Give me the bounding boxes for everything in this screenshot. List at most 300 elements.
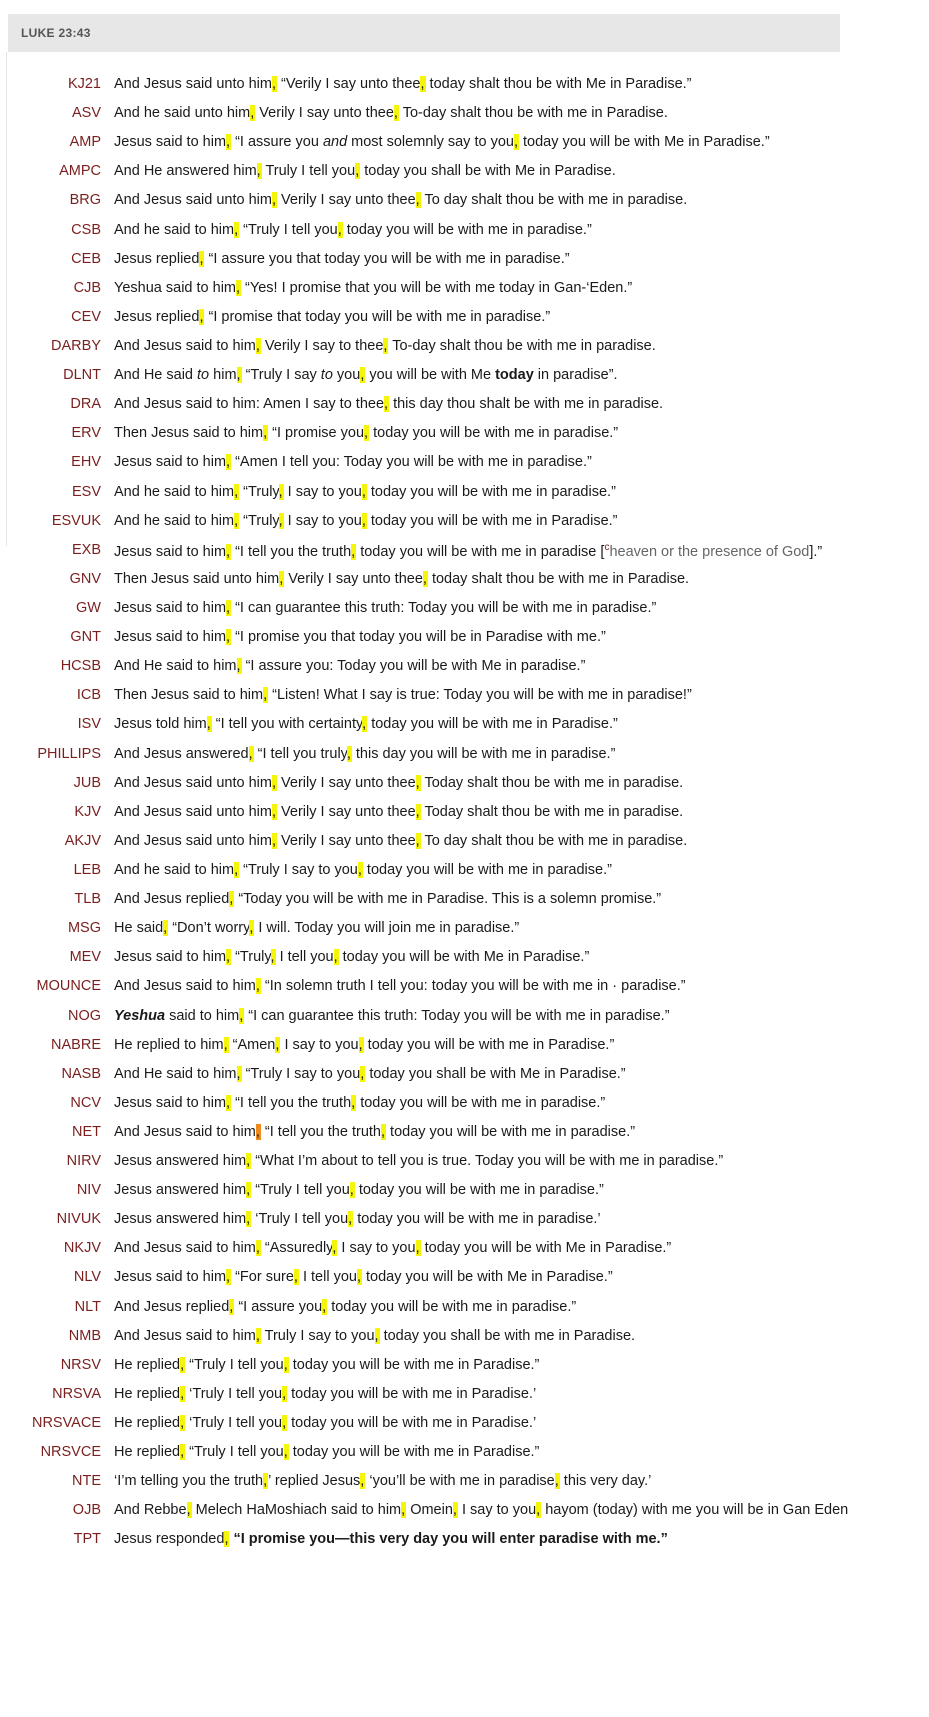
verse-text [114,804,683,820]
comma-highlight: , [351,1094,356,1111]
comma-highlight: , [452,1502,457,1519]
verse-segment: “Yes! I promise that you will be with me today in Gan-‘Eden.” [241,279,633,296]
verse-segment: “I promise you—this very day you will enter paradise with me.” [233,1531,668,1548]
translation-row [0,1263,929,1292]
verse-text [114,1240,671,1256]
verse-text [114,396,663,412]
comma-highlight: , [248,745,253,762]
comma-highlight: , [420,76,425,92]
verse-segment: Then Jesus said unto him [114,570,280,587]
verse-segment: Today shalt thou be with me in paradise. [420,774,684,791]
verse-segment: I will. Today you will join me in paradise.” [254,920,520,937]
translation-row [0,507,929,536]
verse-text [114,542,822,560]
verse-segment: “I tell you with certainty [211,716,363,733]
verse-segment: today you will be with me in paradise.” [342,221,592,238]
verse-segment: Jesus responded [114,1531,225,1548]
translation-abbr-link[interactable]: MEV [69,949,101,966]
comma-highlight: , [271,76,277,92]
comma-highlight: , [358,1036,363,1053]
comma-highlight: , [282,1415,287,1432]
verse-segment: said to him [165,1007,240,1024]
verse-segment: And Jesus said unto him [114,192,272,209]
verse-segment: “I can guarantee this truth: Today you will be with me in paradise.” [231,599,657,616]
verse-segment: ‘I’m telling you the truth [114,1473,264,1490]
translation-row [0,1525,929,1554]
translation-abbr-link[interactable]: ICB [76,687,101,704]
verse-segment: “What I’m about to tell you is true. Today you will be with me in paradise.” [251,1153,724,1170]
comma-highlight: , [226,629,231,646]
verse-text [114,163,616,179]
translation-abbr-link[interactable]: LEB [73,861,101,878]
verse-segment: “I promise you that today you will be in Paradise with me.” [231,629,606,646]
verse-segment: today shalt thou be with Me in Paradise.” [425,76,692,92]
verse-segment: in paradise”. [533,367,618,384]
verse-text [114,338,656,354]
verse-text [114,833,687,849]
footnote-link[interactable]: c [604,541,610,553]
comma-highlight: , [226,134,231,151]
verse-text [114,920,519,936]
comma-highlight: , [271,803,277,820]
verse-text [114,600,656,616]
translation-abbr-link[interactable]: NMB [68,1327,101,1344]
passage-reference: LUKE 23:43 [21,26,91,40]
verse-segment: “Amen I tell you: Today you will be with me in paradise.” [231,454,592,471]
comma-highlight: , [236,1065,241,1082]
verse-segment: today you shall be with me in Paradise. [379,1327,636,1344]
comma-highlight: , [348,1211,353,1228]
verse-text [114,716,618,732]
translation-abbr-link[interactable]: NRSVACE [31,1415,101,1432]
comma-highlight: , [226,949,231,966]
verse-text [114,1531,668,1547]
verse-segment: “I tell you truly [253,745,347,762]
translation-row [0,245,929,274]
verse-segment: today you shall be with Me in Paradise. [360,163,616,180]
comma-highlight: , [163,920,168,937]
comma-highlight: , [226,1269,231,1286]
verse-segment: “Today you will be with me in Paradise. This is a solemn promise.” [234,891,662,908]
verse-segment: today you will be with me in Paradise.” [363,1036,615,1053]
verse-segment: “Truly [239,512,279,529]
comma-highlight: , [401,1502,406,1519]
translation-abbr-link[interactable]: DRA [70,396,101,413]
translation-row [0,157,929,186]
verse-segment: and [322,134,348,151]
comma-highlight: , [229,1298,234,1315]
comma-highlight: , [226,1094,231,1111]
verse-text [114,891,661,907]
translation-abbr-link[interactable]: NRSVCE [40,1444,101,1461]
verse-segment: today you will be with me in paradise [ [356,543,605,560]
comma-highlight: , [186,1502,191,1519]
comma-highlight: , [226,454,231,471]
comma-highlight: , [255,1327,260,1344]
verse-segment: most solemnly say to you [347,134,514,151]
comma-highlight: , [332,1240,337,1257]
comma-highlight: , [361,512,366,529]
translation-row [0,652,929,681]
verse-segment: And Jesus said to him [114,1327,256,1344]
verse-segment: ‘Truly I tell you [185,1385,283,1402]
verse-segment: I say to you [283,512,362,529]
translation-row [0,1031,929,1060]
verse-segment: And he said to him [114,512,235,529]
verse-text [114,105,668,121]
verse-segment: to [197,367,210,384]
comma-highlight: , [283,1444,288,1461]
verse-segment: And Jesus answered [114,745,249,762]
translation-abbr-link[interactable]: EXB [71,541,101,558]
verse-segment: And he said unto him [114,105,251,122]
comma-highlight: , [236,367,241,384]
translation-abbr-link[interactable]: NRSVA [52,1385,101,1402]
verse-text [114,629,606,645]
verse-segment: today shalt thou be with me in Paradise. [427,570,690,587]
verse-segment: ’ replied Jesus [268,1473,361,1490]
translation-abbr-link[interactable]: PHILLIPS [37,745,101,762]
translation-abbr-link[interactable]: CEB [71,250,101,267]
verse-segment: you will be with Me [365,367,496,384]
comma-highlight: , [180,1444,185,1461]
translation-row [0,740,929,769]
comma-highlight: , [356,1269,361,1286]
translation-row [0,798,929,827]
verse-segment: He replied [114,1356,181,1373]
translation-abbr-link[interactable]: OJB [72,1502,101,1519]
translation-abbr-link[interactable]: NRSV [60,1356,101,1373]
verse-segment: this day you will be with me in paradise.” [351,745,616,762]
verse-segment: today you will be with me in Paradise.’ [287,1385,537,1402]
translation-abbr-link[interactable]: MOUNCE [36,978,101,995]
comma-highlight: , [357,861,362,878]
translation-abbr-link[interactable]: NCV [70,1094,101,1111]
verse-segment: Truly I say to you [260,1327,375,1344]
translation-abbr-link[interactable]: GW [76,599,101,616]
comma-highlight: , [360,367,365,384]
verse-text [114,1182,604,1198]
verse-segment: today you will be with me in paradise.” [386,1123,636,1140]
verse-segment: “Truly I tell you [239,221,338,238]
comma-highlight: , [415,803,420,820]
verse-text [114,1124,635,1140]
translation-row [0,769,929,798]
verse-segment: you [332,367,361,384]
verse-segment: I tell you [298,1269,357,1286]
verse-segment: Jesus said to him [114,1094,227,1111]
verse-segment: “Truly I tell you [185,1444,284,1461]
verse-segment: today you will be with me in Paradise.” [288,1444,540,1461]
translation-abbr-link[interactable]: ESVUK [51,512,101,529]
translation-row [0,1438,929,1467]
translation-abbr-link[interactable]: ERV [71,425,101,442]
translation-row [0,448,929,477]
verse-segment: I tell you [275,949,334,966]
verse-segment: “I assure you [234,1298,323,1315]
verse-segment: today you will be with Me in Paradise.” [420,1240,672,1257]
verse-text [114,949,589,965]
translation-row [0,99,929,128]
translation-row [0,827,929,856]
translation-abbr-link[interactable]: NIRV [66,1153,101,1170]
verse-segment: And he said to him [114,221,235,238]
verse-segment: “For sure [231,1269,294,1286]
verse-segment: today you will be with Me in Paradise.” [362,1269,613,1286]
verse-segment: He said [114,920,164,937]
translation-abbr-link[interactable]: ISV [77,716,101,733]
comma-highlight: , [234,221,239,238]
verse-segment: He replied to him [114,1036,224,1053]
verse-segment: “Truly I say [241,367,321,384]
comma-highlight: , [278,483,283,500]
verse-text [114,1473,651,1489]
comma-highlight: , [255,978,260,995]
translation-row [0,1002,929,1031]
verse-segment: “In solemn truth I tell you: today you will be with me in · paradise.” [260,978,686,995]
verse-text [114,1357,539,1373]
verse-segment: hayom (today) with me you will be in Gan Eden [541,1502,849,1519]
translation-row [0,681,929,710]
verse-segment: Verily I say unto thee [277,774,416,791]
verse-segment: today you will be with me in paradise.” [327,1298,577,1315]
comma-highlight: , [199,308,204,325]
comma-highlight: , [226,599,231,616]
translation-row [0,1293,929,1322]
translation-abbr-link[interactable]: NKJV [63,1240,101,1257]
translation-abbr-link[interactable]: ASV [71,105,101,122]
verse-segment: “I promise you [268,425,365,442]
verse-segment: Jesus answered him [114,1211,247,1228]
translation-abbr-link[interactable]: AMP [69,134,101,151]
verse-segment: And Jesus replied [114,1298,230,1315]
comma-highlight: , [199,250,204,267]
comma-highlight: , [293,1269,298,1286]
verse-segment: today you will be with me in Paradise.” [288,1356,540,1373]
translation-row [0,361,929,390]
comma-highlight: , [255,337,260,354]
verse-segment: today you will be with Me in Paradise.” [519,134,770,151]
verse-text [114,222,592,238]
verse-segment: “Truly [231,949,271,966]
translation-row [0,1089,929,1118]
comma-highlight: , [322,1298,327,1315]
verse-segment: ‘Truly I tell you [251,1211,349,1228]
translation-row [0,186,929,215]
translation-abbr-link[interactable]: KJ21 [67,76,101,92]
verse-segment: today you will be with me in paradise.’ [353,1211,601,1228]
translation-abbr-link[interactable]: AKJV [64,832,101,849]
translation-row [0,128,929,157]
verse-text [114,425,618,441]
verse-text [114,484,616,500]
verse-segment: And Jesus said unto him [114,774,272,791]
translation-abbr-link[interactable]: NABRE [51,1036,101,1053]
translation-abbr-link[interactable]: CEV [71,308,101,325]
verse-text [114,978,686,994]
translation-row [0,216,929,245]
verse-text [114,1269,613,1285]
verse-segment: And Jesus said to him [114,1123,256,1140]
comma-highlight: , [255,1240,260,1257]
comma-highlight: , [223,1036,228,1053]
verse-segment: today you will be with me in Paradise.” [367,716,618,733]
comma-highlight: , [239,1007,244,1024]
verse-segment: heaven or the presence of God [609,543,810,560]
verse-segment: To-day shalt thou be with me in Paradise. [398,105,668,122]
translation-abbr-link[interactable]: TPT [73,1531,101,1548]
comma-highlight: , [226,543,231,560]
translation-row [0,419,929,448]
translation-abbr-link[interactable]: NLT [74,1298,101,1315]
comma-highlight: , [263,1473,268,1490]
comma-highlight: , [349,1182,354,1199]
verse-text [114,454,592,470]
translation-row [0,1118,929,1147]
verse-segment: to [320,367,333,384]
verse-segment: Jesus said to him [114,949,227,966]
verse-segment: “Don’t worry [168,920,250,937]
translation-abbr-link[interactable]: GNT [70,629,101,646]
verse-text [114,1299,576,1315]
verse-text [114,1095,605,1111]
verse-segment: Then Jesus said to him [114,425,264,442]
comma-highlight: , [180,1385,185,1402]
verse-segment: And Jesus said to him [114,978,256,995]
comma-highlight: , [249,920,254,937]
comma-highlight: , [380,1123,386,1140]
verse-segment: To day shalt thou be with me in paradise. [420,832,688,849]
translation-abbr-link[interactable]: NLV [73,1269,101,1286]
translation-abbr-link[interactable]: AMPC [59,163,101,180]
verse-segment: Jesus said to him [114,134,227,151]
comma-highlight: , [536,1502,541,1519]
comma-highlight: , [236,279,241,296]
verse-segment: him [209,367,237,384]
verse-text [114,1328,635,1344]
translation-abbr-link[interactable]: CSB [71,221,101,238]
verse-segment: I say to you [280,1036,359,1053]
comma-highlight: , [180,1356,185,1373]
comma-highlight: , [236,658,241,675]
translation-abbr-link[interactable]: NASB [61,1065,101,1082]
translation-abbr-link[interactable]: HCSB [60,658,101,675]
comma-highlight: , [337,221,342,238]
verse-segment: And He said to him [114,658,237,675]
verse-segment: And he said to him [114,483,235,500]
translation-row [0,1060,929,1089]
verse-segment: Jesus said to him [114,1269,227,1286]
verse-segment: He replied [114,1444,181,1461]
translation-row [0,303,929,332]
comma-highlight: , [271,192,277,209]
comma-highlight: , [180,1415,185,1432]
translation-abbr-link[interactable]: CJB [73,279,101,296]
comma-highlight: , [234,861,239,878]
comma-highlight: , [364,425,369,442]
verse-segment: And Jesus said to him [114,337,256,354]
verse-segment: Verily I say to thee [260,337,384,354]
translation-abbr-link[interactable]: NIVUK [56,1211,101,1228]
verse-segment: “I tell you the truth [231,543,352,560]
comma-highlight: , [362,716,367,733]
translation-abbr-link[interactable]: MSG [67,920,101,937]
verse-segment: Jesus told him [114,716,207,733]
comma-highlight: , [270,949,275,966]
translation-abbr-link[interactable]: EHV [71,454,101,471]
translation-abbr-link[interactable]: JUB [73,774,101,791]
verse-segment: I say to you [337,1240,416,1257]
verse-segment: Then Jesus said to him [114,687,264,704]
translation-abbr-link[interactable]: KJV [74,803,101,820]
verse-segment: Jesus replied [114,250,200,267]
verse-segment: today you will be with me in Paradise.” [366,512,618,529]
comma-highlight: , [333,949,338,966]
verse-segment: Jesus said to him [114,629,227,646]
verse-segment: Jesus answered him [114,1153,247,1170]
translation-abbr-link[interactable]: GNV [69,570,101,587]
translation-row [0,710,929,739]
translation-abbr-link[interactable]: DLNT [63,367,101,384]
translation-abbr-link[interactable]: NTE [72,1473,101,1490]
verse-text [114,251,570,267]
verse-segment: Verily I say unto thee [284,570,423,587]
translation-row [0,1496,929,1525]
verse-segment: Today shalt thou be with me in paradise. [420,803,684,820]
verse-segment: He replied [114,1385,181,1402]
translation-row [0,972,929,1001]
verse-segment: And Jesus said unto him [114,832,272,849]
verse-segment: Truly I tell you [261,163,356,180]
verse-text [114,775,683,791]
comma-highlight: , [415,774,420,791]
verse-segment: Verily I say unto thee [277,832,416,849]
verse-segment: And He said [114,367,198,384]
verse-text [114,1444,539,1460]
verse-segment: “I assure you: Today you will be with Me in paradise.” [241,658,586,675]
translation-abbr-link[interactable]: BRG [69,192,101,209]
passage-header [8,14,840,52]
comma-highlight: , [554,1473,559,1490]
verse-segment: “I tell you the truth [260,1123,381,1140]
verse-segment: And he said to him [114,861,235,878]
translation-abbr-link[interactable]: NOG [67,1007,101,1024]
translation-row [0,943,929,972]
verse-segment: “Verily I say unto thee [277,76,421,92]
comma-highlight: , [415,192,420,209]
comma-highlight: , [384,396,389,413]
translation-abbr-link[interactable]: ESV [71,483,101,500]
translation-row [0,856,929,885]
verse-segment: I say to you [457,1502,537,1519]
verse-segment: Jesus said to him [114,599,227,616]
verse-text [114,571,689,587]
translation-abbr-link[interactable]: DARBY [51,337,101,354]
verse-segment: ‘Truly I tell you [185,1415,283,1432]
verse-segment: And Jesus replied [114,891,230,908]
comma-highlight: , [361,483,366,500]
verse-segment: Verily I say unto thee [277,803,416,820]
verse-segment: And Jesus said to him: Amen I say to thee [114,396,385,413]
translation-abbr-link[interactable]: NIV [76,1182,101,1199]
comma-highlight: , [351,543,356,560]
verse-segment: today you will be with me in paradise.” [369,425,619,442]
verse-segment: And He answered him [114,163,257,180]
translation-abbr-link[interactable]: NET [72,1123,101,1140]
comma-highlight: , [271,774,277,791]
translation-abbr-link[interactable]: TLB [74,891,101,908]
verse-segment: today you will be with me in paradise.” [366,483,616,500]
